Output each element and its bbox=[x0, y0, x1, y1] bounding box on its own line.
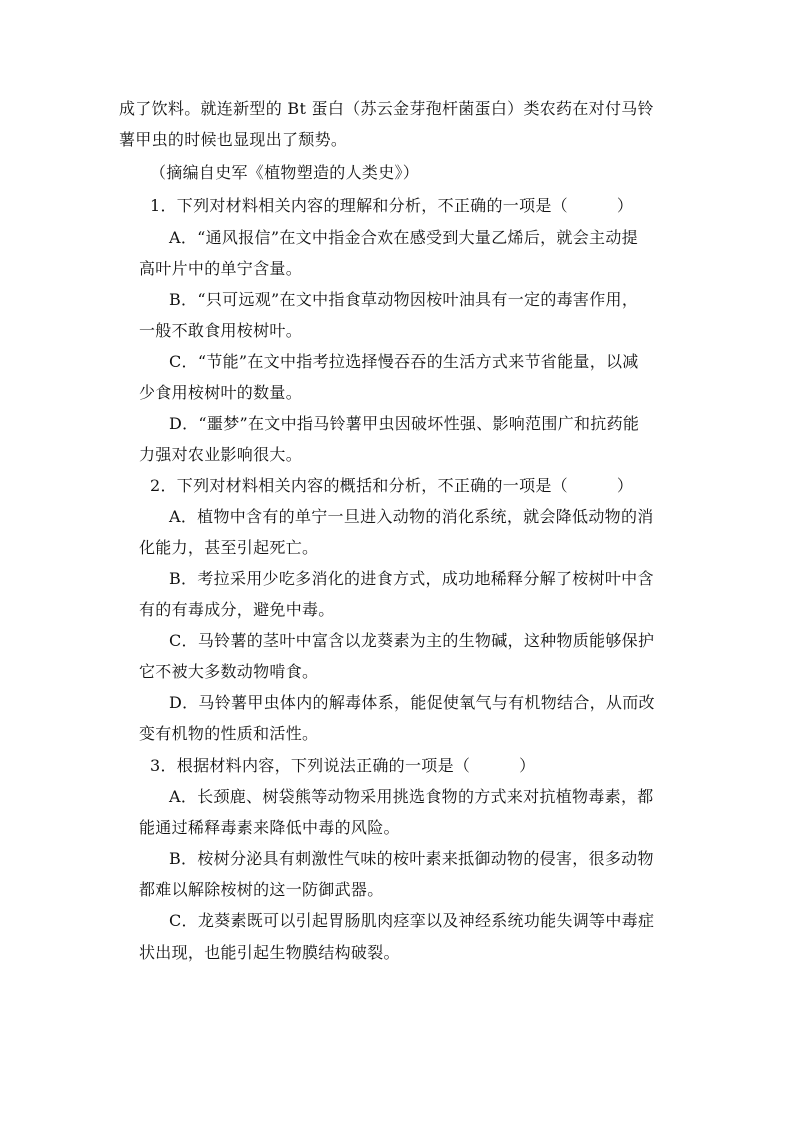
option-line: A．植物中含有的单宁一旦进入动物的消化系统，就会降低动物的消 bbox=[169, 507, 654, 526]
option-line: 化能力，甚至引起死亡。 bbox=[139, 538, 319, 557]
option-line: 变有机物的性质和活性。 bbox=[139, 724, 319, 743]
question-stem: 2．下列对材料相关内容的概括和分析，不正确的一项是（ ） bbox=[150, 476, 634, 495]
option-line: 它不被大多数动物啃食。 bbox=[139, 662, 319, 681]
option-line: D．“噩梦”在文中指马铃薯甲虫因破坏性强、影响范围广和抗药能 bbox=[169, 414, 640, 433]
option-line: 有的有毒成分，避免中毒。 bbox=[139, 600, 335, 619]
passage-line: 成了饮料。就连新型的 Bt 蛋白（苏云金芽孢杆菌蛋白）类农药在对付马铃 bbox=[119, 99, 654, 118]
option-line: 少食用桉树叶的数量。 bbox=[139, 383, 303, 402]
option-line: 力强对农业影响很大。 bbox=[139, 445, 303, 464]
passage-source: （摘编自史军《植物塑造的人类史》） bbox=[150, 163, 420, 182]
option-line: 能通过稀释毒素来降低中毒的风险。 bbox=[139, 818, 400, 837]
passage-line: 薯甲虫的时候也显现出了颓势。 bbox=[119, 130, 348, 149]
option-line: B．桉树分泌具有刺激性气味的桉叶素来抵御动物的侵害，很多动物 bbox=[169, 849, 654, 868]
option-line: 状出现，也能引起生物膜结构破裂。 bbox=[139, 943, 400, 962]
question-stem: 3．根据材料内容，下列说法正确的一项是（ ） bbox=[150, 756, 536, 775]
option-line: 高叶片中的单宁含量。 bbox=[139, 259, 303, 278]
option-line: 都难以解除桉树的这一防御武器。 bbox=[139, 880, 384, 899]
option-line: D．马铃薯甲虫体内的解毒体系，能促使氧气与有机物结合，从而改 bbox=[169, 693, 655, 712]
option-line: B．“只可远观”在文中指食草动物因桉叶油具有一定的毒害作用， bbox=[169, 290, 639, 309]
option-line: B．考拉采用少吃多消化的进食方式，成功地稀释分解了桉树叶中含 bbox=[169, 569, 654, 588]
option-line: C．“节能”在文中指考拉选择慢吞吞的生活方式来节省能量，以减 bbox=[169, 352, 639, 371]
question-stem: 1．下列对材料相关内容的理解和分析，不正确的一项是（ ） bbox=[150, 196, 634, 215]
option-line: C．马铃薯的茎叶中富含以龙葵素为主的生物碱，这种物质能够保护 bbox=[169, 631, 655, 650]
option-line: C．龙葵素既可以引起胃肠肌肉痉挛以及神经系统功能失调等中毒症 bbox=[169, 911, 655, 930]
option-line: 一般不敢食用桉树叶。 bbox=[139, 321, 303, 340]
option-line: A．“通风报信”在文中指金合欢在感受到大量乙烯后，就会主动提 bbox=[169, 228, 638, 247]
option-line: A．长颈鹿、树袋熊等动物采用挑选食物的方式来对抗植物毒素，都 bbox=[169, 787, 654, 806]
